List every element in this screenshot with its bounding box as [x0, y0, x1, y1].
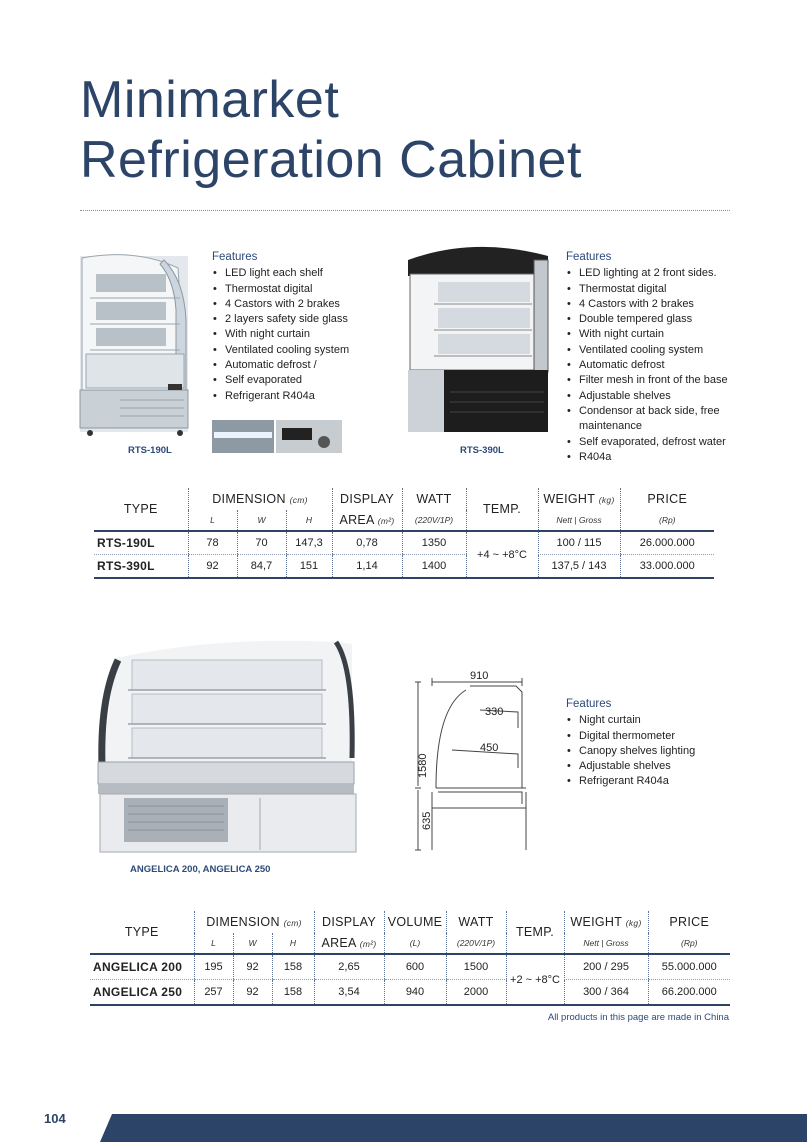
cell-area: 0,78 [332, 531, 402, 555]
angelica-image [96, 638, 358, 860]
header-dimension: DIMENSION (cm) [194, 911, 314, 933]
cell-area: 3,54 [314, 980, 384, 1006]
dim-height-top: 1580 [417, 753, 429, 778]
cell-weight: 137,5 / 143 [538, 555, 620, 579]
cell-watt: 2000 [446, 980, 506, 1006]
cell-w: 92 [233, 980, 272, 1006]
cell-type: ANGELICA 200 [90, 954, 194, 980]
feature-item: • Ventilated cooling system [566, 343, 756, 358]
header-weight-sub: Nett | Gross [538, 510, 620, 531]
cell-l: 195 [194, 954, 233, 980]
page-title [80, 70, 582, 190]
header-area: AREA (m²) [314, 933, 384, 954]
cell-h: 151 [286, 555, 332, 579]
header-type: TYPE [94, 488, 188, 531]
feature-item: • Thermostat digital [566, 282, 756, 297]
title-line-2: Refrigeration Cabinet [80, 131, 582, 189]
header-display: DISPLAY [332, 488, 402, 510]
header-l: L [194, 933, 233, 954]
feature-item: • LED light each shelf [212, 266, 349, 281]
cell-area: 1,14 [332, 555, 402, 579]
header-watt-sub: (220V/1P) [446, 933, 506, 954]
footer-band [100, 1114, 807, 1142]
cell-watt: 1500 [446, 954, 506, 980]
header-volume-sub: (L) [384, 933, 446, 954]
cell-w: 70 [237, 531, 286, 555]
dim-width: 910 [470, 670, 489, 682]
feature-item: • Adjustable shelves [566, 389, 756, 404]
feature-item: • 4 Castors with 2 brakes [566, 297, 756, 312]
spec-table-rts [94, 488, 714, 579]
table-row [94, 531, 714, 555]
cell-l: 92 [188, 555, 237, 579]
cell-h: 158 [272, 980, 314, 1006]
feature-item: • Adjustable shelves [566, 759, 695, 774]
cell-price: 26.000.000 [620, 531, 714, 555]
header-weight: WEIGHT (kg) [538, 488, 620, 510]
header-weight: WEIGHT (kg) [564, 911, 648, 933]
feature-item: • Ventilated cooling system [212, 343, 349, 358]
features-heading: Features [566, 251, 612, 263]
header-watt-sub: (220V/1P) [402, 510, 466, 531]
angelica-caption: ANGELICA 200, ANGELICA 250 [130, 864, 271, 875]
cell-weight: 100 / 115 [538, 531, 620, 555]
header-l: L [188, 510, 237, 531]
feature-item: • Self evaporated [212, 373, 349, 388]
header-temp: TEMP. [466, 488, 538, 531]
cell-h: 147,3 [286, 531, 332, 555]
feature-item: • Night curtain [566, 713, 695, 728]
cell-l: 257 [194, 980, 233, 1006]
header-h: H [272, 933, 314, 954]
header-price: PRICE [648, 911, 730, 933]
rts-390l-image [404, 242, 554, 438]
features-heading: Features [566, 698, 612, 710]
features-rts-390l [566, 250, 756, 465]
cell-temp: +4 ~ +8°C [466, 531, 538, 578]
header-w: W [237, 510, 286, 531]
table-row [94, 555, 714, 579]
feature-item: • Automatic defrost / [212, 358, 349, 373]
cell-volume: 940 [384, 980, 446, 1006]
cell-temp: +2 ~ +8°C [506, 954, 564, 1005]
table-row [90, 954, 730, 980]
features-heading: Features [212, 251, 258, 263]
spec-table-angelica [90, 911, 730, 1006]
rts-190l-caption: RTS-190L [128, 445, 172, 456]
feature-item: • Self evaporated, defrost water [566, 435, 756, 450]
cell-type: RTS-390L [94, 555, 188, 579]
cell-watt: 1400 [402, 555, 466, 579]
rts-390l-caption: RTS-390L [460, 445, 504, 456]
rts-190l-detail-photos [212, 420, 342, 453]
header-area: AREA (m²) [332, 510, 402, 531]
feature-item: • Filter mesh in front of the base [566, 373, 756, 388]
dim-shelf-upper: 330 [485, 706, 504, 718]
cell-l: 78 [188, 531, 237, 555]
feature-item: • Refrigerant R404a [566, 774, 695, 789]
dim-height-base: 635 [421, 811, 433, 830]
cell-price: 55.000.000 [648, 954, 730, 980]
cell-watt: 1350 [402, 531, 466, 555]
feature-item: • R404a [566, 450, 756, 465]
features-angelica [566, 697, 695, 790]
header-type: TYPE [90, 911, 194, 954]
header-display: DISPLAY [314, 911, 384, 933]
feature-item: • LED lighting at 2 front sides. [566, 266, 756, 281]
feature-item: • Double tempered glass [566, 312, 756, 327]
header-watt: WATT [402, 488, 466, 510]
feature-item: • With night curtain [212, 327, 349, 342]
page-number: 104 [44, 1111, 66, 1126]
feature-item: • 4 Castors with 2 brakes [212, 297, 349, 312]
header-price-sub: (Rp) [648, 933, 730, 954]
cell-area: 2,65 [314, 954, 384, 980]
table-row [90, 980, 730, 1006]
header-weight-sub: Nett | Gross [564, 933, 648, 954]
feature-item: • Refrigerant R404a [212, 389, 349, 404]
cell-w: 84,7 [237, 555, 286, 579]
header-temp: TEMP. [506, 911, 564, 954]
features-rts-190l [212, 250, 349, 404]
cell-weight: 200 / 295 [564, 954, 648, 980]
cell-h: 158 [272, 954, 314, 980]
feature-item: • Thermostat digital [212, 282, 349, 297]
header-volume: VOLUME [384, 911, 446, 933]
cell-price: 66.200.000 [648, 980, 730, 1006]
feature-item: • 2 layers safety side glass [212, 312, 349, 327]
header-watt: WATT [446, 911, 506, 933]
cell-type: ANGELICA 250 [90, 980, 194, 1006]
cell-type: RTS-190L [94, 531, 188, 555]
header-dimension: DIMENSION (cm) [188, 488, 332, 510]
title-line-1: Minimarket [80, 71, 340, 129]
feature-item: • Canopy shelves lighting [566, 744, 695, 759]
header-price: PRICE [620, 488, 714, 510]
feature-item: • Condensor at back side, free maintenance [566, 404, 756, 435]
cell-weight: 300 / 364 [564, 980, 648, 1006]
header-h: H [286, 510, 332, 531]
feature-item: • Automatic defrost [566, 358, 756, 373]
cell-w: 92 [233, 954, 272, 980]
cell-volume: 600 [384, 954, 446, 980]
rts-190l-image [76, 250, 194, 438]
feature-item: • Digital thermometer [566, 729, 695, 744]
feature-item: • With night curtain [566, 327, 756, 342]
angelica-side-diagram [412, 668, 542, 858]
origin-note: All products in this page are made in China [547, 1012, 729, 1023]
header-w: W [233, 933, 272, 954]
title-divider [80, 210, 730, 211]
header-price-sub: (Rp) [620, 510, 714, 531]
dim-shelf-lower: 450 [480, 742, 499, 754]
cell-price: 33.000.000 [620, 555, 714, 579]
